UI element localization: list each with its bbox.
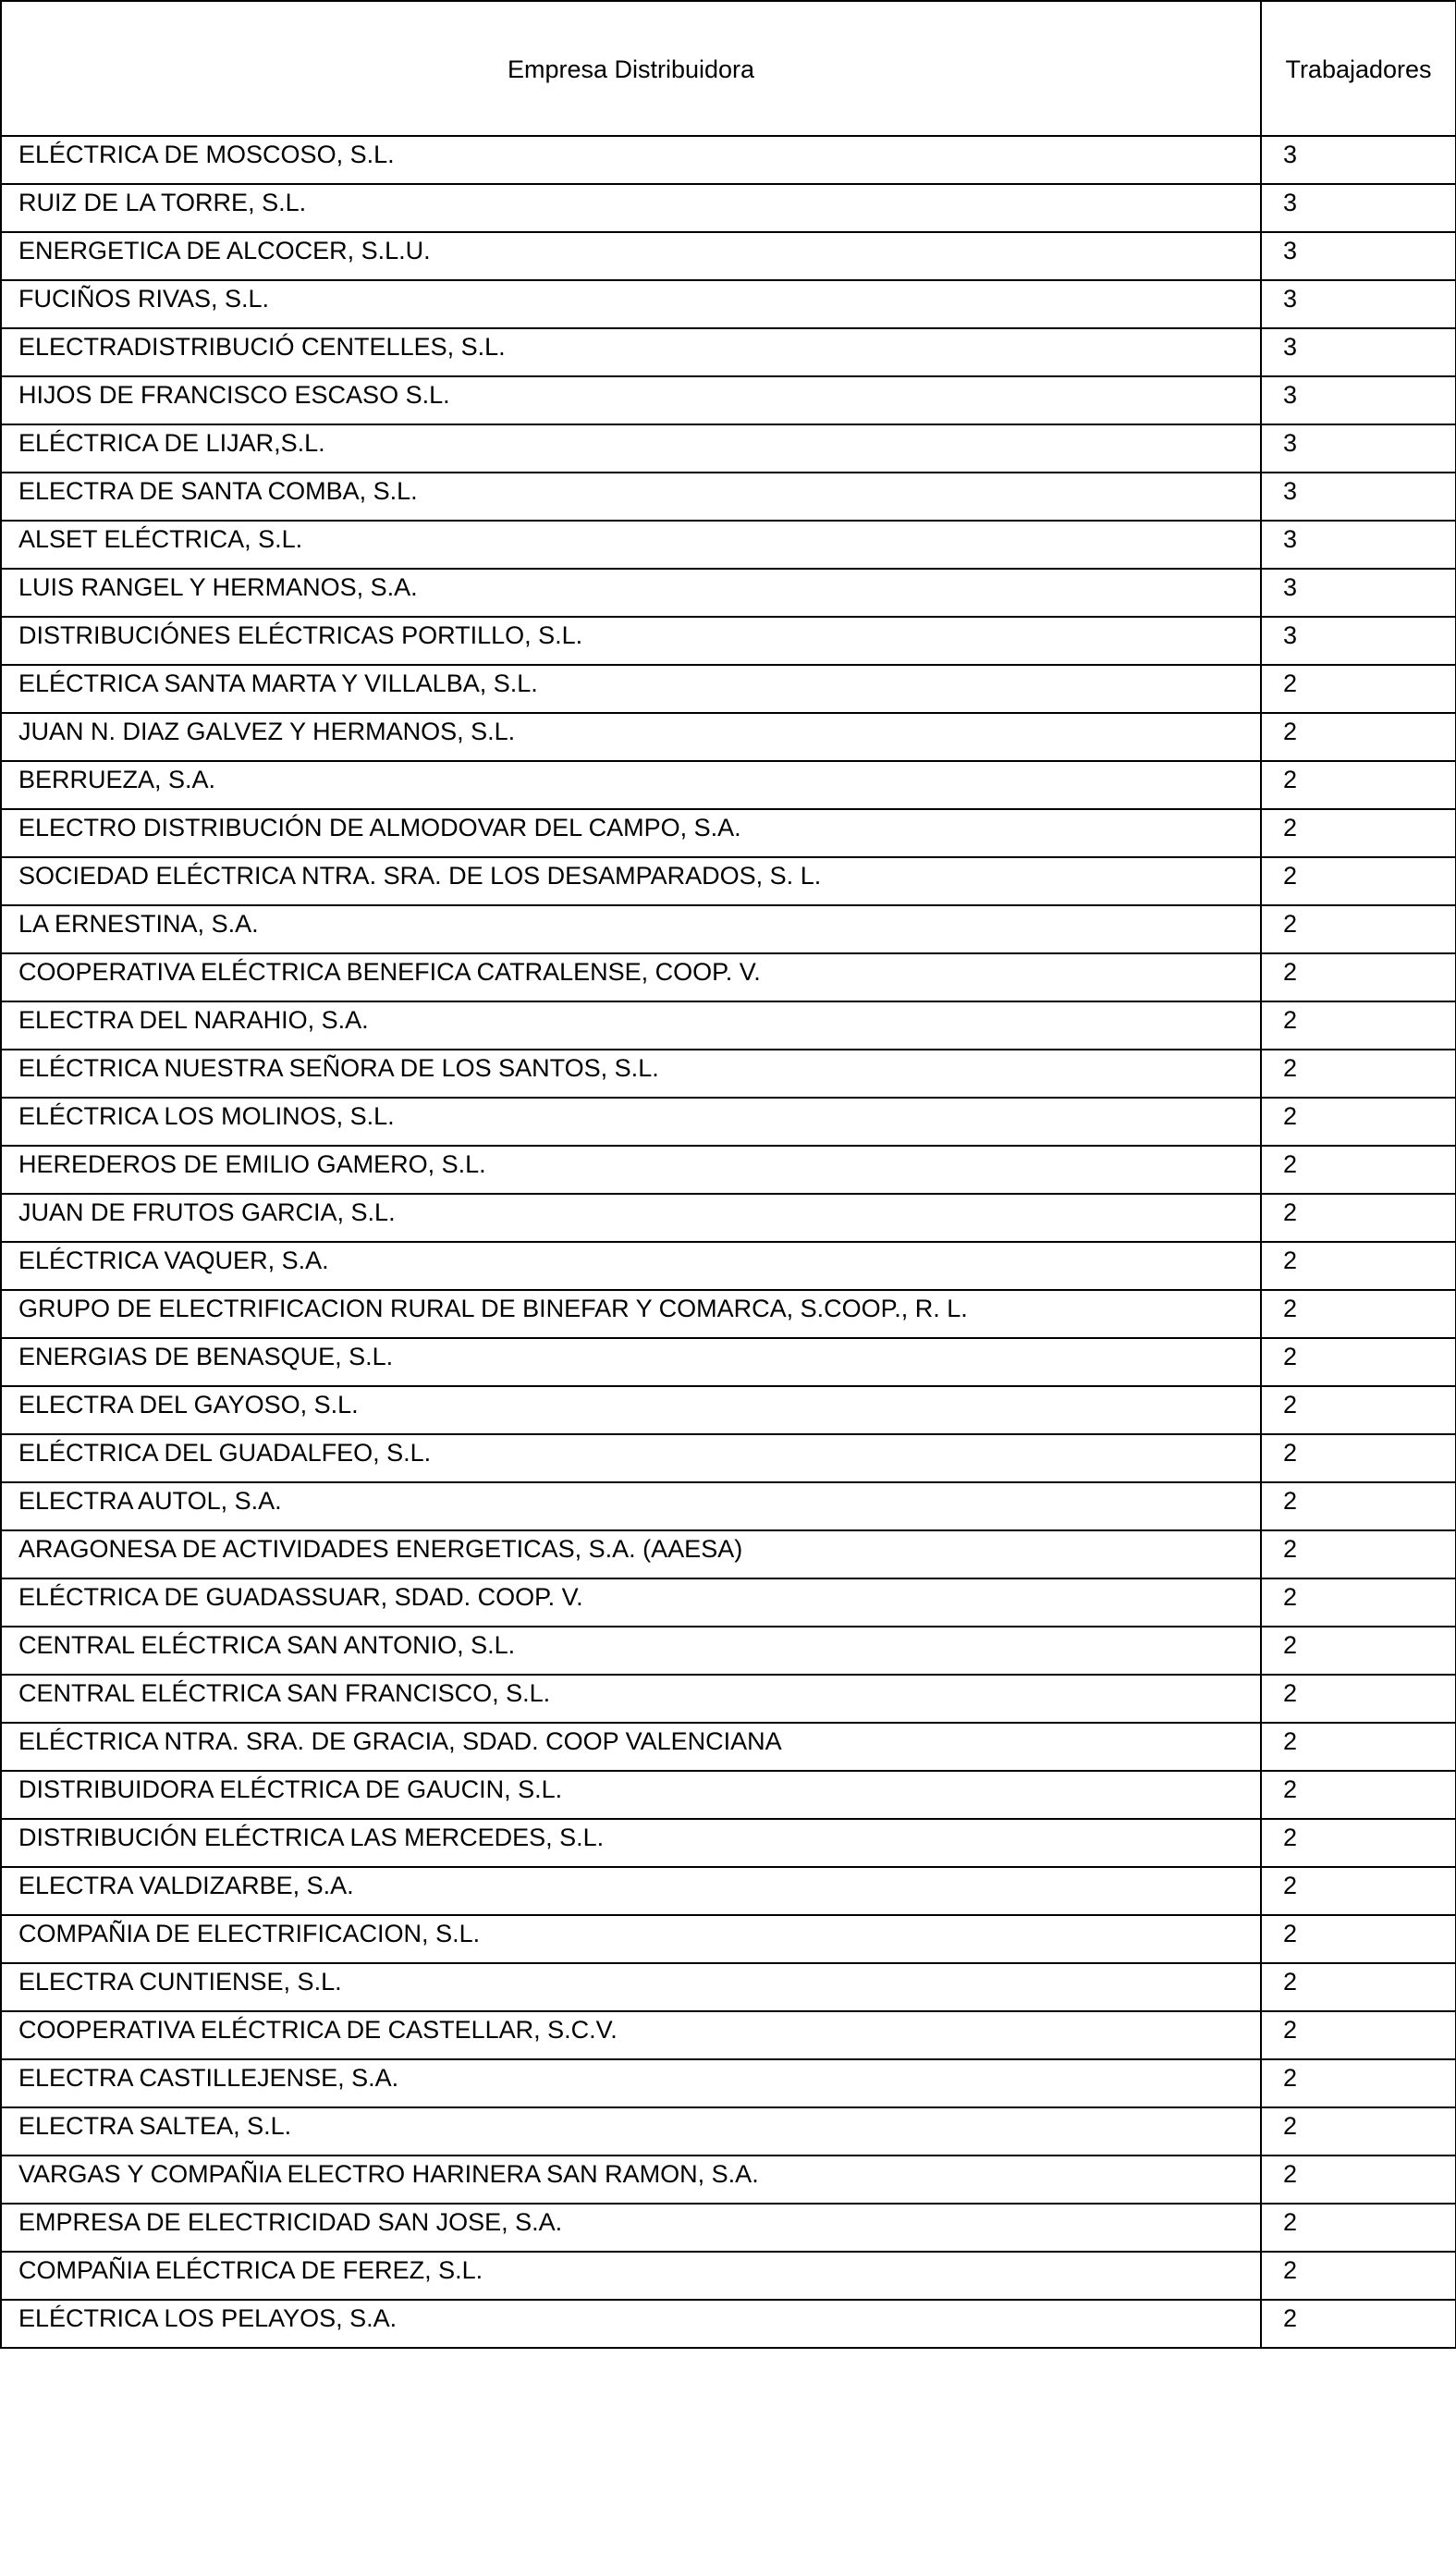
- company-name-cell: ELÉCTRICA DE GUADASSUAR, SDAD. COOP. V.: [1, 1578, 1261, 1627]
- company-name-cell: FUCIÑOS RIVAS, S.L.: [1, 280, 1261, 328]
- workers-count-cell: 2: [1261, 2300, 1456, 2348]
- table-row: [1, 953, 1456, 1001]
- table-row: [1, 1627, 1456, 1675]
- workers-count-cell: 2: [1261, 1050, 1456, 1098]
- table-row: [1, 1338, 1456, 1386]
- table-row: [1, 376, 1456, 424]
- workers-count-cell: 3: [1261, 376, 1456, 424]
- company-name-cell: RUIZ DE LA TORRE, S.L.: [1, 184, 1261, 232]
- company-name-cell: DISTRIBUCIÓN ELÉCTRICA LAS MERCEDES, S.L.: [1, 1819, 1261, 1867]
- table-row: [1, 713, 1456, 761]
- table-row: [1, 1723, 1456, 1771]
- table-row: [1, 521, 1456, 569]
- workers-count-cell: 2: [1261, 1242, 1456, 1290]
- workers-count-cell: 2: [1261, 953, 1456, 1001]
- company-name-cell: DISTRIBUCIÓNES ELÉCTRICAS PORTILLO, S.L.: [1, 617, 1261, 665]
- company-name-cell: ELECTRA SALTEA, S.L.: [1, 2107, 1261, 2156]
- table-row: [1, 1578, 1456, 1627]
- company-name-cell: ELÉCTRICA DEL GUADALFEO, S.L.: [1, 1434, 1261, 1482]
- workers-count-cell: 2: [1261, 857, 1456, 905]
- table-row: [1, 1050, 1456, 1098]
- company-name-cell: CENTRAL ELÉCTRICA SAN FRANCISCO, S.L.: [1, 1675, 1261, 1723]
- table-row: [1, 232, 1456, 280]
- workers-count-cell: 3: [1261, 521, 1456, 569]
- company-name-cell: ARAGONESA DE ACTIVIDADES ENERGETICAS, S.A. (AAESA): [1, 1530, 1261, 1578]
- table-row: [1, 1290, 1456, 1338]
- company-name-cell: ELÉCTRICA NTRA. SRA. DE GRACIA, SDAD. COOP VALENCIANA: [1, 1723, 1261, 1771]
- table-row: [1, 1819, 1456, 1867]
- table-header-row: [1, 1, 1456, 136]
- company-name-cell: ELECTRA DE SANTA COMBA, S.L.: [1, 473, 1261, 521]
- table-row: [1, 2204, 1456, 2252]
- table-row: [1, 617, 1456, 665]
- workers-count-cell: 2: [1261, 1098, 1456, 1146]
- company-name-cell: ELECTRA AUTOL, S.A.: [1, 1482, 1261, 1530]
- company-name-cell: ELECTRA CUNTIENSE, S.L.: [1, 1963, 1261, 2011]
- company-name-cell: HIJOS DE FRANCISCO ESCASO S.L.: [1, 376, 1261, 424]
- company-name-cell: ELECTRA VALDIZARBE, S.A.: [1, 1867, 1261, 1915]
- workers-count-cell: 3: [1261, 328, 1456, 376]
- company-name-cell: DISTRIBUIDORA ELÉCTRICA DE GAUCIN, S.L.: [1, 1771, 1261, 1819]
- company-name-cell: GRUPO DE ELECTRIFICACION RURAL DE BINEFAR Y COMARCA, S.COOP., R. L.: [1, 1290, 1261, 1338]
- table-row: [1, 328, 1456, 376]
- company-name-cell: ELÉCTRICA DE MOSCOSO, S.L.: [1, 136, 1261, 184]
- workers-count-cell: 3: [1261, 569, 1456, 617]
- company-name-cell: CENTRAL ELÉCTRICA SAN ANTONIO, S.L.: [1, 1627, 1261, 1675]
- workers-count-cell: 3: [1261, 232, 1456, 280]
- company-name-cell: EMPRESA DE ELECTRICIDAD SAN JOSE, S.A.: [1, 2204, 1261, 2252]
- workers-count-cell: 2: [1261, 1290, 1456, 1338]
- table-row: [1, 1001, 1456, 1050]
- company-name-cell: LA ERNESTINA, S.A.: [1, 905, 1261, 953]
- table-row: [1, 2300, 1456, 2348]
- company-name-cell: ENERGETICA DE ALCOCER, S.L.U.: [1, 232, 1261, 280]
- workers-count-cell: 2: [1261, 905, 1456, 953]
- workers-count-cell: 2: [1261, 1434, 1456, 1482]
- table-row: [1, 1242, 1456, 1290]
- table-row: [1, 184, 1456, 232]
- company-name-cell: ELÉCTRICA DE LIJAR,S.L.: [1, 424, 1261, 473]
- table-row: [1, 857, 1456, 905]
- table-row: [1, 665, 1456, 713]
- table-row: [1, 1098, 1456, 1146]
- workers-count-cell: 2: [1261, 761, 1456, 809]
- company-name-cell: ELECTRA DEL GAYOSO, S.L.: [1, 1386, 1261, 1434]
- table-row: [1, 1386, 1456, 1434]
- table-row: [1, 1146, 1456, 1194]
- table-row: [1, 2252, 1456, 2300]
- workers-count-cell: 2: [1261, 1194, 1456, 1242]
- company-name-cell: ELECTRO DISTRIBUCIÓN DE ALMODOVAR DEL CAMPO, S.A.: [1, 809, 1261, 857]
- workers-count-cell: 3: [1261, 136, 1456, 184]
- table-row: [1, 1675, 1456, 1723]
- workers-count-cell: 2: [1261, 1771, 1456, 1819]
- workers-count-cell: 2: [1261, 1627, 1456, 1675]
- company-name-cell: LUIS RANGEL Y HERMANOS, S.A.: [1, 569, 1261, 617]
- company-name-cell: ELECTRADISTRIBUCIÓ CENTELLES, S.L.: [1, 328, 1261, 376]
- table-row: [1, 1915, 1456, 1963]
- table-row: [1, 761, 1456, 809]
- table-row: [1, 424, 1456, 473]
- workers-count-cell: 2: [1261, 1482, 1456, 1530]
- company-name-cell: HEREDEROS DE EMILIO GAMERO, S.L.: [1, 1146, 1261, 1194]
- table-row: [1, 2107, 1456, 2156]
- workers-count-cell: 3: [1261, 473, 1456, 521]
- company-name-cell: BERRUEZA, S.A.: [1, 761, 1261, 809]
- table-row: [1, 1771, 1456, 1819]
- workers-count-cell: 3: [1261, 617, 1456, 665]
- workers-count-cell: 2: [1261, 665, 1456, 713]
- workers-count-cell: 2: [1261, 1963, 1456, 2011]
- company-name-cell: ELECTRA DEL NARAHIO, S.A.: [1, 1001, 1261, 1050]
- workers-count-cell: 2: [1261, 1146, 1456, 1194]
- company-name-cell: COMPAÑIA DE ELECTRIFICACION, S.L.: [1, 1915, 1261, 1963]
- company-name-cell: COOPERATIVA ELÉCTRICA DE CASTELLAR, S.C.V.: [1, 2011, 1261, 2059]
- company-name-cell: SOCIEDAD ELÉCTRICA NTRA. SRA. DE LOS DESAMPARADOS, S. L.: [1, 857, 1261, 905]
- table-row: [1, 905, 1456, 953]
- table-row: [1, 2059, 1456, 2107]
- workers-count-cell: 3: [1261, 280, 1456, 328]
- table-row: [1, 2156, 1456, 2204]
- workers-count-cell: 2: [1261, 2107, 1456, 2156]
- workers-count-cell: 2: [1261, 2011, 1456, 2059]
- table-row: [1, 1434, 1456, 1482]
- company-name-cell: ELECTRA CASTILLEJENSE, S.A.: [1, 2059, 1261, 2107]
- table-row: [1, 1194, 1456, 1242]
- workers-count-cell: 2: [1261, 809, 1456, 857]
- table-row: [1, 809, 1456, 857]
- table-row: [1, 1867, 1456, 1915]
- company-name-cell: VARGAS Y COMPAÑIA ELECTRO HARINERA SAN RAMON, S.A.: [1, 2156, 1261, 2204]
- workers-count-cell: 2: [1261, 2156, 1456, 2204]
- company-name-cell: COOPERATIVA ELÉCTRICA BENEFICA CATRALENSE, COOP. V.: [1, 953, 1261, 1001]
- workers-count-cell: 2: [1261, 1867, 1456, 1915]
- workers-count-cell: 2: [1261, 1001, 1456, 1050]
- workers-count-cell: 3: [1261, 424, 1456, 473]
- company-name-cell: ELÉCTRICA LOS MOLINOS, S.L.: [1, 1098, 1261, 1146]
- company-name-cell: ALSET ELÉCTRICA, S.L.: [1, 521, 1261, 569]
- table-row: [1, 280, 1456, 328]
- workers-count-cell: 2: [1261, 1819, 1456, 1867]
- workers-count-cell: 2: [1261, 1675, 1456, 1723]
- table-row: [1, 569, 1456, 617]
- workers-count-cell: 2: [1261, 1386, 1456, 1434]
- table-row: [1, 136, 1456, 184]
- company-name-cell: ELÉCTRICA NUESTRA SEÑORA DE LOS SANTOS, S.L.: [1, 1050, 1261, 1098]
- workers-count-cell: 2: [1261, 713, 1456, 761]
- company-name-cell: ELÉCTRICA VAQUER, S.A.: [1, 1242, 1261, 1290]
- table-body: [1, 136, 1456, 2348]
- company-name-cell: ELÉCTRICA LOS PELAYOS, S.A.: [1, 2300, 1261, 2348]
- workers-count-cell: 2: [1261, 1338, 1456, 1386]
- workers-count-cell: 3: [1261, 184, 1456, 232]
- workers-count-cell: 2: [1261, 2252, 1456, 2300]
- table-row: [1, 473, 1456, 521]
- table-row: [1, 1963, 1456, 2011]
- table-row: [1, 2011, 1456, 2059]
- workers-count-cell: 2: [1261, 1915, 1456, 1963]
- company-name-cell: JUAN DE FRUTOS GARCIA, S.L.: [1, 1194, 1261, 1242]
- header-company: Empresa Distribuidora: [1, 1, 1261, 136]
- workers-count-cell: 2: [1261, 1723, 1456, 1771]
- company-name-cell: ENERGIAS DE BENASQUE, S.L.: [1, 1338, 1261, 1386]
- company-name-cell: COMPAÑIA ELÉCTRICA DE FEREZ, S.L.: [1, 2252, 1261, 2300]
- workers-count-cell: 2: [1261, 1578, 1456, 1627]
- table-row: [1, 1530, 1456, 1578]
- workers-count-cell: 2: [1261, 2059, 1456, 2107]
- header-workers: Trabajadores: [1261, 1, 1456, 136]
- workers-count-cell: 2: [1261, 2204, 1456, 2252]
- table-row: [1, 1482, 1456, 1530]
- company-name-cell: ELÉCTRICA SANTA MARTA Y VILLALBA, S.L.: [1, 665, 1261, 713]
- workers-count-cell: 2: [1261, 1530, 1456, 1578]
- company-name-cell: JUAN N. DIAZ GALVEZ Y HERMANOS, S.L.: [1, 713, 1261, 761]
